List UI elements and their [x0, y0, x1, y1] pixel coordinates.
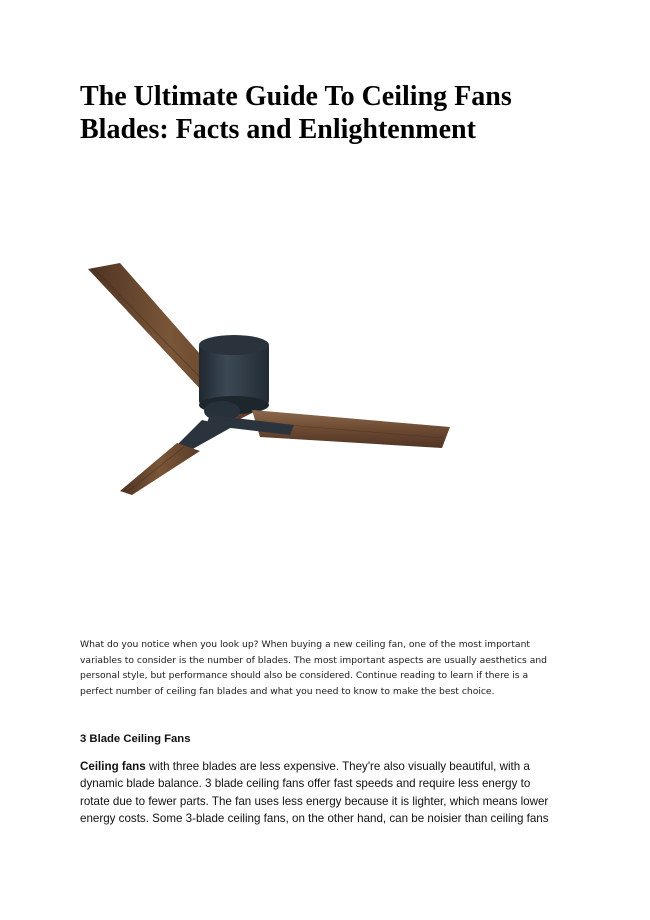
section-line-1-rest: with three blades are less expensive. They're also visually beautiful, with a	[145, 760, 530, 773]
intro-paragraph	[80, 637, 580, 699]
section-line-4: energy costs. Some 3-blade ceiling fans, on the other hand, can be noisier than ceiling fans	[80, 811, 549, 825]
ceiling-fan-image	[82, 255, 457, 505]
fan-blade-front	[120, 443, 200, 495]
section-heading: 3 Blade Ceiling Fans	[80, 733, 191, 745]
ceiling-fans-link[interactable]: Ceiling fans	[80, 760, 146, 773]
title-line-1: The Ultimate Guide To Ceiling Fans	[80, 81, 512, 112]
intro-line-2: variables to consider is the number of blades. The most important aspects are usually aesthetics and	[80, 654, 547, 666]
section-line-2: dynamic blade balance. 3 blade ceiling fans offer fast speeds and require less energy to	[80, 777, 531, 791]
intro-line-4: perfect number of ceiling fan blades and what you need to know to make the best choice.	[80, 685, 495, 697]
section-paragraph	[80, 758, 580, 827]
intro-line-3: personal style, but performance should also be considered. Continue reading to learn if there is a	[80, 670, 529, 681]
section-line-3: rotate due to fewer parts. The fan uses less energy because it is lighter, which means lower	[80, 794, 549, 808]
page-title	[80, 80, 600, 146]
intro-line-1: What do you notice when you look up? When buying a new ceiling fan, one of the most important	[80, 639, 530, 650]
section-line-1	[80, 758, 580, 775]
title-line-2: Blades: Facts and Enlightenment	[80, 114, 476, 145]
